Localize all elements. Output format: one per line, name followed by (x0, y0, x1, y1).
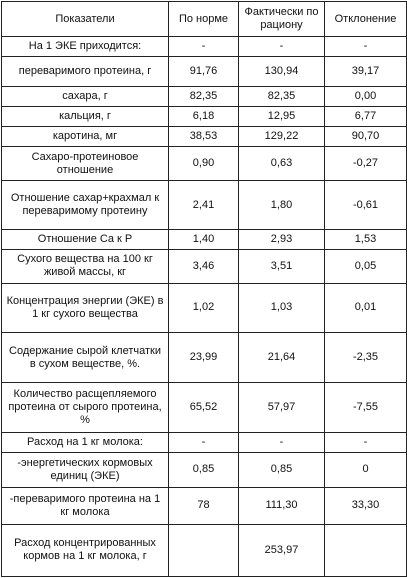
deviation-cell: 0 (325, 453, 407, 487)
norm-cell: 82,35 (169, 87, 239, 107)
norm-cell: 0,90 (169, 147, 239, 181)
deviation-cell: -0,61 (325, 181, 407, 229)
table-row (2, 181, 407, 229)
row-label: Расход концентрированных кормов на 1 кг молока, г (2, 524, 169, 576)
norm-cell: 23,99 (169, 333, 239, 383)
deviation-cell: 0,01 (325, 283, 407, 332)
row-label: переваримого протеина, г (2, 57, 169, 87)
actual-cell: 57,97 (239, 383, 325, 433)
table-row (2, 487, 407, 524)
norm-cell: 3,46 (169, 249, 239, 283)
table-row (2, 433, 407, 453)
deviation-cell: 1,53 (325, 229, 407, 249)
actual-cell: - (239, 37, 325, 57)
actual-cell: 2,93 (239, 229, 325, 249)
deviation-cell: 6,77 (325, 107, 407, 127)
deviation-cell: 0,05 (325, 249, 407, 283)
table-row (2, 333, 407, 383)
row-label: Содержание сырой клетчатки в сухом веществе, %. (2, 333, 169, 383)
deviation-cell: 0,00 (325, 87, 407, 107)
actual-cell: 130,94 (239, 57, 325, 87)
table-row (2, 107, 407, 127)
norm-cell: 65,52 (169, 383, 239, 433)
table-row (2, 524, 407, 576)
norm-cell: 2,41 (169, 181, 239, 229)
deviation-cell: 39,17 (325, 57, 407, 87)
actual-cell: 1,03 (239, 283, 325, 332)
actual-cell: 0,85 (239, 453, 325, 487)
row-label: сахара, г (2, 87, 169, 107)
table-row (2, 57, 407, 87)
deviation-cell: - (325, 433, 407, 453)
nutrition-table (1, 1, 407, 577)
actual-cell: 12,95 (239, 107, 325, 127)
table-row (2, 87, 407, 107)
actual-cell: 253,97 (239, 524, 325, 576)
norm-cell: 78 (169, 487, 239, 524)
header-norm: По норме (169, 2, 239, 37)
row-label: Сахаро-протеиновое отношение (2, 147, 169, 181)
table-row (2, 229, 407, 249)
actual-cell: 111,30 (239, 487, 325, 524)
deviation-cell: -0,27 (325, 147, 407, 181)
norm-cell (169, 524, 239, 576)
actual-cell: 0,63 (239, 147, 325, 181)
deviation-cell: 90,70 (325, 127, 407, 147)
row-label: Количество расщепляемого протеина от сырого протеина, % (2, 383, 169, 433)
table-row (2, 453, 407, 487)
row-label: -энергетических кормовых единиц (ЭКЕ) (2, 453, 169, 487)
norm-cell: - (169, 433, 239, 453)
actual-cell: - (239, 433, 325, 453)
deviation-cell: -2,35 (325, 333, 407, 383)
actual-cell: 129,22 (239, 127, 325, 147)
table-row (2, 249, 407, 283)
deviation-cell: - (325, 37, 407, 57)
header-deviation: Отклонение (325, 2, 407, 37)
table-row (2, 383, 407, 433)
norm-cell: - (169, 37, 239, 57)
actual-cell: 3,51 (239, 249, 325, 283)
actual-cell: 82,35 (239, 87, 325, 107)
row-label: Отношение сахар+крахмал к переваримому протеину (2, 181, 169, 229)
row-label: Расход на 1 кг молока: (2, 433, 169, 453)
actual-cell: 21,64 (239, 333, 325, 383)
row-label: -переваримого протеина на 1 кг молока (2, 487, 169, 524)
row-label: Сухого вещества на 100 кг живой массы, кг (2, 249, 169, 283)
table-row (2, 147, 407, 181)
header-actual: Фактически по рациону (239, 2, 325, 37)
row-label: кальция, г (2, 107, 169, 127)
norm-cell: 38,53 (169, 127, 239, 147)
header-row (2, 2, 407, 37)
table-row (2, 37, 407, 57)
deviation-cell (325, 524, 407, 576)
table-row (2, 127, 407, 147)
actual-cell: 1,80 (239, 181, 325, 229)
norm-cell: 1,40 (169, 229, 239, 249)
row-label: Концентрация энергии (ЭКЕ) в 1 кг сухого вещества (2, 283, 169, 332)
deviation-cell: -7,55 (325, 383, 407, 433)
deviation-cell: 33,30 (325, 487, 407, 524)
norm-cell: 91,76 (169, 57, 239, 87)
table-row (2, 283, 407, 332)
row-label: На 1 ЭКЕ приходится: (2, 37, 169, 57)
norm-cell: 0,85 (169, 453, 239, 487)
header-indicator: Показатели (2, 2, 169, 37)
row-label: Отношение Ca к P (2, 229, 169, 249)
norm-cell: 6,18 (169, 107, 239, 127)
row-label: каротина, мг (2, 127, 169, 147)
norm-cell: 1,02 (169, 283, 239, 332)
